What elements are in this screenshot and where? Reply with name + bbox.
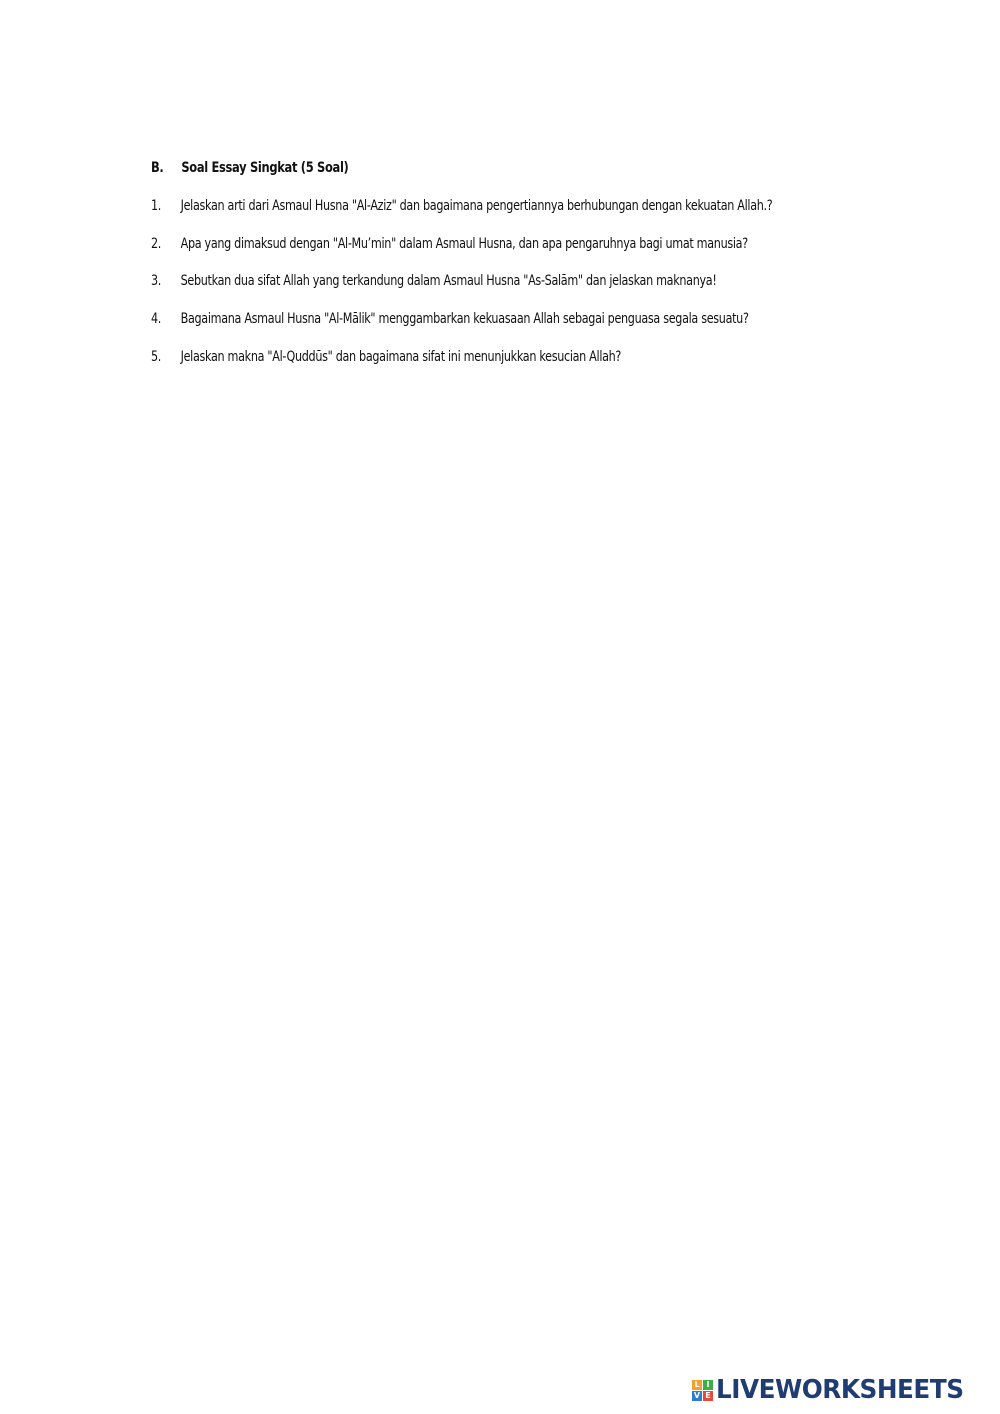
question-item <box>151 236 928 274</box>
liveworksheets-logo <box>692 1376 977 1404</box>
question-item <box>151 349 928 387</box>
question-number: 2. <box>151 235 162 252</box>
question-list <box>151 198 928 386</box>
question-item <box>151 273 928 311</box>
section-letter: B. <box>151 160 164 176</box>
question-text: Jelaskan makna "Al-Quddūs" dan bagaimana sifat ini menunjukkan kesucian Allah? <box>180 348 622 365</box>
logo-mark-letter: E <box>703 1391 713 1401</box>
question-text: Jelaskan arti dari Asmaul Husna "Al-Aziz" dan bagaimana pengertiannya berhubungan dengan kekuatan Allah.? <box>180 198 773 214</box>
question-item <box>151 198 928 236</box>
question-text: Sebutkan dua sifat Allah yang terkandung dalam Asmaul Husna "As-Salām" dan jelaskan maknanya! <box>180 273 717 290</box>
question-number: 5. <box>151 348 162 365</box>
section-title: Soal Essay Singkat (5 Soal) <box>181 160 349 176</box>
logo-mark-letter: V <box>693 1390 701 1400</box>
section-heading <box>151 160 348 176</box>
logo-mark-letter: I <box>703 1380 713 1390</box>
question-item <box>151 311 928 349</box>
logo-mark-letter: L <box>692 1380 702 1390</box>
logo-mark-icon <box>692 1380 713 1401</box>
question-text: Apa yang dimaksud dengan "Al-Mu’min" dalam Asmaul Husna, dan apa pengaruhnya bagi umat manusia? <box>180 235 748 252</box>
question-number: 4. <box>151 311 162 328</box>
question-text: Bagaimana Asmaul Husna "Al-Mālik" menggambarkan kekuasaan Allah sebagai penguasa segala sesuatu? <box>180 311 749 328</box>
question-number: 3. <box>151 273 162 290</box>
question-number: 1. <box>151 198 162 214</box>
logo-text: LIVEWORKSHEETS <box>716 1375 964 1405</box>
